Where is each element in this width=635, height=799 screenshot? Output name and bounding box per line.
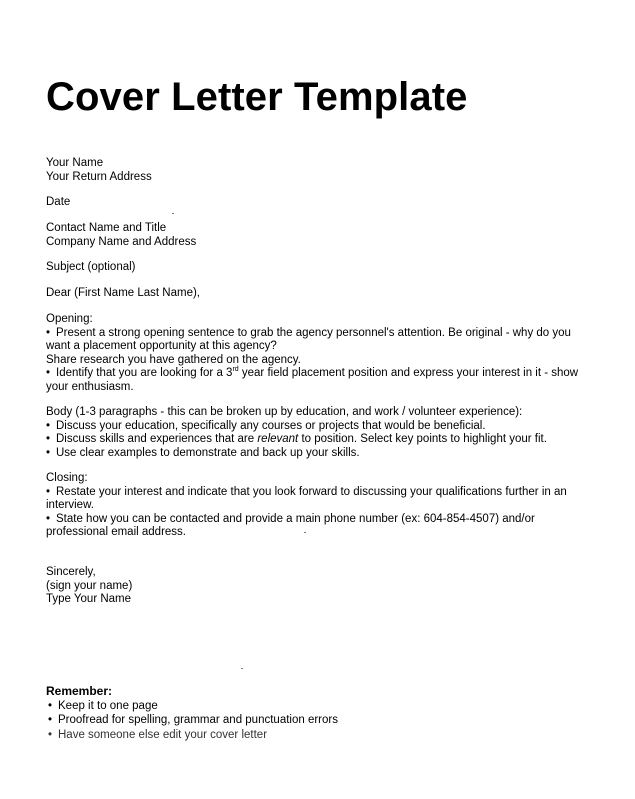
company-name: Company Name and Address [46, 235, 197, 248]
scan-speck [304, 532, 306, 533]
opening-section [46, 313, 606, 395]
body-heading: Body (1-3 paragraphs - this can be broken up by education, and work / volunteer experience): [46, 406, 523, 418]
remember-item: • Have someone else edit your cover letter [48, 728, 268, 741]
opening-bullet-2-cont: your enthusiasm. [46, 380, 134, 393]
sender-block [46, 157, 606, 184]
opening-heading: Opening: [46, 313, 93, 325]
type-name: Type Your Name [46, 593, 132, 606]
closing-bullet-2-cont: professional email address. [46, 526, 186, 539]
subject-line [46, 261, 606, 275]
date: Date [46, 196, 71, 208]
body-bullet-2: • Discuss skills and experiences that are relevant to position. Select key points to highlight your fit. [46, 433, 547, 446]
recipient-block [46, 222, 606, 249]
closing-bullet-1-cont: interview. [46, 499, 94, 512]
salutation-line [46, 287, 606, 301]
opening-bullet-1: • Present a strong opening sentence to grab the agency personnel's attention. Be original - why do you [46, 326, 571, 339]
subject: Subject (optional) [46, 261, 136, 273]
bullet-icon: • [46, 367, 51, 380]
closing-bullet-1: • Restate your interest and indicate that you look forward to discussing your qualifications further in an [46, 485, 567, 498]
signoff-block [46, 566, 606, 607]
bullet-icon: • [46, 512, 51, 525]
opening-bullet-2: • Identify that you are looking for a 3rd year field placement position and express your interest in it - show [46, 366, 579, 380]
bullet-icon: • [48, 728, 53, 741]
date-line [46, 196, 606, 210]
contact-name: Contact Name and Title [46, 222, 167, 234]
your-name: Your Name [46, 157, 104, 169]
body-bullet-3: • Use clear examples to demonstrate and back up your skills. [46, 446, 360, 459]
remember-item: • Keep it to one page [48, 699, 158, 712]
opening-research: Share research you have gathered on the agency. [46, 353, 301, 366]
body-bullet-1: • Discuss your education, specifically any courses or projects that would be beneficial. [46, 419, 486, 432]
bullet-icon: • [46, 485, 51, 498]
bullet-icon: • [46, 446, 51, 459]
sincerely: Sincerely, [46, 566, 96, 578]
scan-speck [241, 668, 243, 669]
page-title: Cover Letter Template [46, 75, 468, 119]
remember-section [46, 684, 606, 742]
return-address: Your Return Address [46, 170, 152, 183]
closing-heading: Closing: [46, 472, 88, 484]
sign-name: (sign your name) [46, 579, 133, 592]
scan-speck [172, 213, 174, 214]
remember-item: • Proofread for spelling, grammar and punctuation errors [48, 714, 338, 726]
bullet-icon: • [46, 326, 51, 339]
bullet-icon: • [48, 699, 53, 712]
remember-heading: Remember: [46, 684, 113, 698]
bullet-icon: • [46, 419, 51, 432]
bullet-icon: • [46, 433, 51, 446]
closing-bullet-2: • State how you can be contacted and provide a main phone number (ex: 604-854-4507) and/or [46, 512, 535, 525]
bullet-icon: • [48, 714, 53, 726]
opening-bullet-1-cont: want a placement opportunity at this agency? [46, 340, 277, 353]
closing-section [46, 472, 606, 540]
body-section [46, 406, 606, 460]
salutation: Dear (First Name Last Name), [46, 287, 201, 299]
